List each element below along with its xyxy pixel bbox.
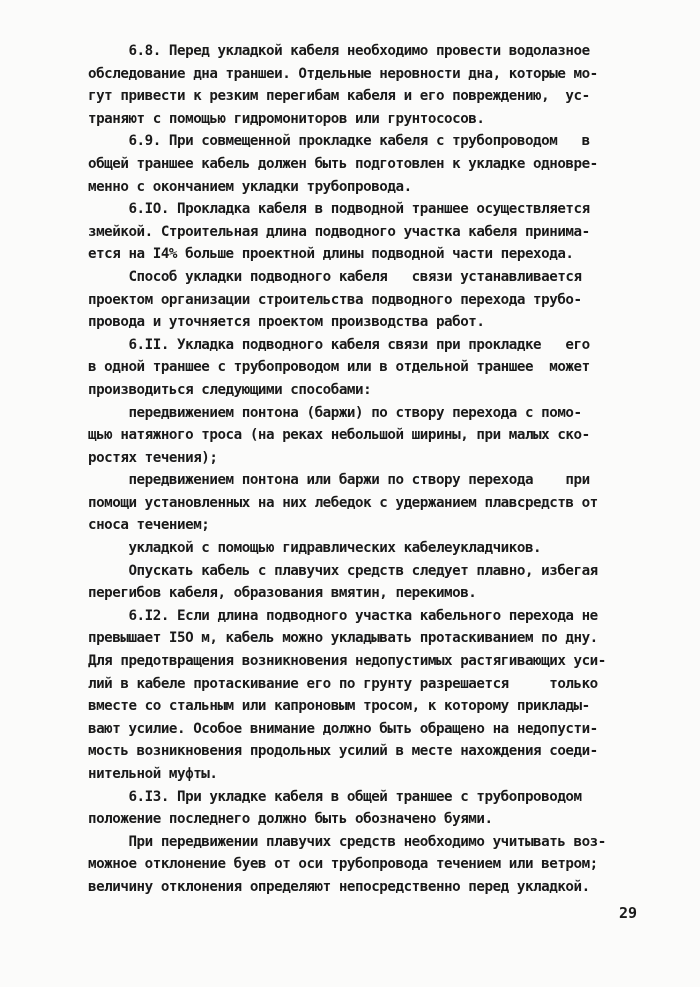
- text-line: 6.I3. При укладке кабеля в общей траншее с трубопроводом: [88, 788, 582, 805]
- text-line: обследование дна траншеи. Отдельные неровности дна, которые мо-: [88, 65, 598, 82]
- text-line: 6.I2. Если длина подводного участка кабельного перехода не: [88, 607, 598, 624]
- text-line: траняют с помощью гидромониторов или грунтососов.: [88, 110, 485, 127]
- text-line: передвижением понтона или баржи по створу перехода при: [88, 472, 590, 489]
- text-line: величину отклонения определяют непосредственно перед укладкой.: [88, 878, 590, 895]
- text-line: щью натяжного троса (на реках небольшой ширины, при малых ско-: [88, 427, 590, 444]
- text-line: лий в кабеле протаскивание его по грунту разрешается только: [88, 675, 598, 692]
- text-line: провода и уточняется проектом производства работ.: [88, 314, 485, 331]
- text-line: сноса течением;: [88, 517, 210, 534]
- text-line: превышает I5O м, кабель можно укладывать протаскиванием по дну.: [88, 630, 598, 647]
- text-line: вают усилие. Особое внимание должно быть обращено на недопусти-: [88, 720, 598, 737]
- text-line: мость возникновения продольных усилий в месте нахождения соеди-: [88, 743, 598, 760]
- text-line: проектом организации строительства подводного перехода трубо-: [88, 291, 582, 308]
- text-line: 6.IO. Прокладка кабеля в подводной траншее осуществляется: [88, 201, 590, 218]
- text-line: 6.II. Укладка подводного кабеля связи при прокладке его: [88, 336, 590, 353]
- text-line: в одной траншее с трубопроводом или в отдельной траншее может: [88, 359, 590, 376]
- text-line: положение последнего должно быть обозначено буями.: [88, 811, 493, 828]
- text-line: Опускать кабель с плавучих средств следует плавно, избегая: [88, 562, 598, 579]
- text-line: вместе со стальным или капроновым тросом, к которому приклады-: [88, 698, 590, 715]
- text-line: нительной муфты.: [88, 766, 218, 782]
- text-line: производиться следующими способами:: [88, 381, 372, 398]
- text-line: При передвижении плавучих средств необходимо учитывать воз-: [88, 833, 606, 850]
- text-line: Способ укладки подводного кабеля связи устанавливается: [88, 268, 582, 285]
- text-line: гут привести к резким перегибам кабеля и его повреждению, ус-: [88, 88, 590, 105]
- text-line: помощи установленных на них лебедок с удержанием плавсредств от: [88, 494, 598, 511]
- text-line: ростях течения);: [88, 449, 218, 466]
- text-line: ется на I4% больше проектной длины подводной части перехода.: [88, 246, 574, 263]
- text-line: 6.8. Перед укладкой кабеля необходимо провести водолазное: [88, 43, 590, 59]
- text-line: змейкой. Строительная длина подводного участка кабеля принима-: [88, 223, 590, 240]
- text-line: укладкой с помощью гидравлических кабелеукладчиков.: [88, 540, 542, 557]
- text-line: менно с окончанием укладки трубопровода.: [88, 178, 412, 195]
- text-line: Для предотвращения возникновения недопустимых растягивающих уси-: [88, 653, 606, 670]
- text-line: перегибов кабеля, образования вмятин, перекимов.: [88, 585, 477, 602]
- text-line: общей траншее кабель должен быть подготовлен к укладке одновре-: [88, 155, 598, 172]
- page-number: 29: [619, 904, 638, 922]
- text-line: 6.9. При совмещенной прокладке кабеля с трубопроводом в: [88, 133, 590, 150]
- text-line: передвижением понтона (баржи) по створу перехода с помо-: [88, 404, 582, 421]
- text-line: можное отклонение буев от оси трубопровода течением или ветром;: [88, 856, 598, 873]
- body-text: [88, 40, 654, 899]
